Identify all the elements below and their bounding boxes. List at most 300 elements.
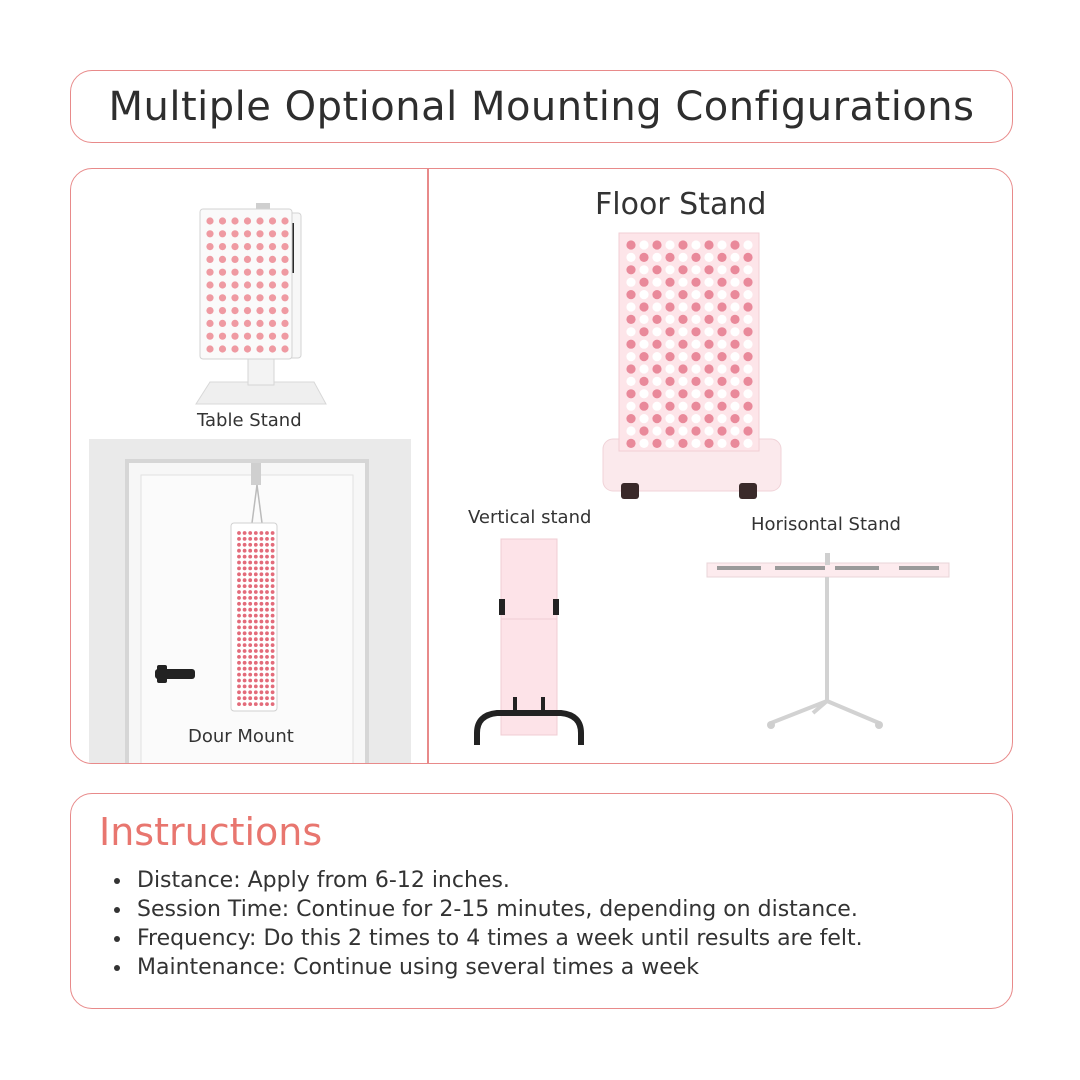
led-dot (281, 294, 288, 301)
led-dot (231, 294, 238, 301)
led-dot (652, 439, 661, 448)
led-dot (248, 596, 252, 600)
led-dot (248, 685, 252, 689)
led-dot (265, 643, 269, 647)
led-dot (678, 439, 687, 448)
led-dot (243, 661, 247, 665)
led-dot (244, 256, 251, 263)
floor-stand-caption: Floor Stand (595, 187, 767, 222)
led-dot (248, 549, 252, 553)
led-dot (281, 345, 288, 352)
led-dot (256, 269, 263, 276)
led-dot (254, 685, 258, 689)
led-dot (743, 278, 752, 287)
panel-divider (427, 169, 429, 764)
led-dot (243, 555, 247, 559)
led-dot (626, 377, 635, 386)
led-dot (652, 302, 661, 311)
led-dot (206, 281, 213, 288)
led-dot (219, 345, 226, 352)
led-dot (639, 265, 648, 274)
led-dot (652, 253, 661, 262)
led-dot (231, 345, 238, 352)
led-dot (265, 649, 269, 653)
led-dot (626, 352, 635, 361)
led-dot (243, 643, 247, 647)
instruction-item-frequency: • Frequency: Do this 2 times to 4 times a week until results are felt. (133, 924, 863, 953)
led-dot (260, 661, 264, 665)
led-dot (254, 679, 258, 683)
led-dot (269, 217, 276, 224)
led-dot (243, 637, 247, 641)
led-dot (260, 549, 264, 553)
led-dot (743, 340, 752, 349)
led-dot (639, 377, 648, 386)
led-dot (231, 320, 238, 327)
led-dot (730, 240, 739, 249)
led-dot (269, 320, 276, 327)
led-dot (237, 673, 241, 677)
led-dot (219, 269, 226, 276)
led-dot (691, 302, 700, 311)
led-dot (652, 352, 661, 361)
led-dot (678, 290, 687, 299)
led-dot (248, 690, 252, 694)
led-dot (243, 614, 247, 618)
led-dot (256, 307, 263, 314)
door-illustration (89, 439, 411, 764)
led-dot (237, 679, 241, 683)
led-dot (652, 315, 661, 324)
led-dot (626, 290, 635, 299)
led-dot (639, 364, 648, 373)
led-dot (271, 661, 275, 665)
led-dot (271, 584, 275, 588)
led-dot (248, 555, 252, 559)
led-dot (219, 307, 226, 314)
led-dot (254, 543, 258, 547)
led-dot (678, 302, 687, 311)
led-dot (704, 389, 713, 398)
led-dot (691, 315, 700, 324)
led-dot (271, 549, 275, 553)
led-dot (717, 290, 726, 299)
led-dot (271, 685, 275, 689)
led-dot (237, 578, 241, 582)
led-dot (704, 402, 713, 411)
led-dot (271, 696, 275, 700)
led-dot (237, 567, 241, 571)
led-dot (243, 667, 247, 671)
led-dot (265, 673, 269, 677)
configurations-panel (70, 168, 1013, 764)
led-dot (254, 561, 258, 565)
led-dot (269, 307, 276, 314)
led-dot (269, 269, 276, 276)
led-dot (237, 561, 241, 565)
led-dot (717, 253, 726, 262)
led-dot (243, 696, 247, 700)
led-dot (237, 549, 241, 553)
led-dot (237, 572, 241, 576)
led-dot (652, 414, 661, 423)
led-dot (243, 584, 247, 588)
led-dot (704, 302, 713, 311)
led-dot (730, 414, 739, 423)
led-dot (256, 333, 263, 340)
led-dot (652, 240, 661, 249)
led-dot (237, 590, 241, 594)
led-dot (704, 290, 713, 299)
led-dot (271, 561, 275, 565)
led-dot (704, 439, 713, 448)
led-dot (652, 278, 661, 287)
led-dot (237, 596, 241, 600)
led-dot (254, 702, 258, 706)
led-dot (665, 389, 674, 398)
led-dot (265, 631, 269, 635)
led-dot (691, 340, 700, 349)
led-dot (231, 333, 238, 340)
led-dot (743, 426, 752, 435)
led-dot (237, 531, 241, 535)
led-dot (256, 320, 263, 327)
led-dot (248, 667, 252, 671)
led-dot (730, 389, 739, 398)
led-dot (271, 608, 275, 612)
led-dot (271, 531, 275, 535)
led-dot (256, 345, 263, 352)
led-dot (743, 377, 752, 386)
led-dot (717, 278, 726, 287)
led-dot (639, 414, 648, 423)
led-dot (691, 352, 700, 361)
led-dot (691, 290, 700, 299)
led-dot (243, 631, 247, 635)
led-dot (244, 243, 251, 250)
led-dot (626, 302, 635, 311)
led-dot (626, 364, 635, 373)
led-dot (271, 614, 275, 618)
led-dot (271, 602, 275, 606)
led-dot (265, 584, 269, 588)
table-stand-caption: Table Stand (197, 410, 302, 431)
led-dot (260, 578, 264, 582)
led-dot (219, 281, 226, 288)
led-dot (691, 240, 700, 249)
led-dot (271, 555, 275, 559)
led-dot (243, 620, 247, 624)
table-stand-image (186, 199, 336, 409)
led-dot (219, 243, 226, 250)
led-dot (248, 679, 252, 683)
led-dot (248, 696, 252, 700)
led-dot (248, 561, 252, 565)
floor-stand-image (599, 229, 785, 504)
led-dot (248, 543, 252, 547)
led-dot (691, 439, 700, 448)
led-dot (665, 340, 674, 349)
led-dot (243, 655, 247, 659)
led-dot (665, 253, 674, 262)
led-dot (269, 333, 276, 340)
led-dot (271, 690, 275, 694)
led-dot (260, 584, 264, 588)
led-dot (265, 543, 269, 547)
led-dot (691, 402, 700, 411)
led-dot (219, 217, 226, 224)
led-dot (626, 389, 635, 398)
led-dot (704, 278, 713, 287)
led-dot (260, 696, 264, 700)
led-dot (231, 269, 238, 276)
led-dot (254, 631, 258, 635)
led-dot (678, 327, 687, 336)
led-dot (265, 667, 269, 671)
led-dot (260, 614, 264, 618)
vertical-stand-image (471, 537, 591, 757)
led-dot (254, 655, 258, 659)
led-dot (260, 561, 264, 565)
led-dot (269, 294, 276, 301)
door-mount-caption: Dour Mount (188, 726, 294, 747)
led-dot (244, 269, 251, 276)
led-dot (206, 269, 213, 276)
led-dot (219, 320, 226, 327)
led-dot (231, 281, 238, 288)
led-dot (260, 637, 264, 641)
led-dot (639, 278, 648, 287)
led-dot (265, 620, 269, 624)
led-dot (237, 608, 241, 612)
led-dot (665, 315, 674, 324)
led-dot (254, 567, 258, 571)
led-dot (254, 578, 258, 582)
led-dot (260, 537, 264, 541)
led-dot (639, 389, 648, 398)
led-dot (248, 531, 252, 535)
led-dot (206, 320, 213, 327)
led-dot (717, 265, 726, 274)
led-dot (237, 626, 241, 630)
led-dot (265, 614, 269, 618)
led-dot (254, 637, 258, 641)
led-dot (743, 265, 752, 274)
page-title: Multiple Optional Mounting Configurations (108, 83, 975, 130)
led-dot (704, 340, 713, 349)
led-dot (219, 230, 226, 237)
led-dot (730, 439, 739, 448)
led-dot (254, 537, 258, 541)
led-dot (665, 302, 674, 311)
led-dot (730, 377, 739, 386)
led-dot (237, 690, 241, 694)
horizontal-stand-image (703, 551, 953, 741)
led-dot (271, 543, 275, 547)
led-dot (626, 240, 635, 249)
led-dot (254, 549, 258, 553)
led-dot (244, 230, 251, 237)
led-dot (260, 673, 264, 677)
led-dot (260, 702, 264, 706)
led-dot (260, 631, 264, 635)
led-dot (265, 537, 269, 541)
led-dot (717, 402, 726, 411)
instructions-panel (70, 793, 1013, 1009)
led-dot (243, 596, 247, 600)
led-dot (260, 531, 264, 535)
led-dot (717, 327, 726, 336)
led-dot (256, 217, 263, 224)
led-dot (691, 278, 700, 287)
led-dot (237, 584, 241, 588)
led-dot (243, 537, 247, 541)
led-dot (231, 256, 238, 263)
led-dot (678, 402, 687, 411)
instruction-item-maintenance: • Maintenance: Continue using several times a week (133, 953, 863, 982)
led-dot (248, 567, 252, 571)
led-dot (243, 543, 247, 547)
led-dot (254, 661, 258, 665)
led-dot (237, 667, 241, 671)
led-dot (639, 302, 648, 311)
led-dot (704, 364, 713, 373)
led-dot (678, 315, 687, 324)
led-dot (678, 426, 687, 435)
led-dot (206, 294, 213, 301)
led-dot (256, 243, 263, 250)
led-dot (269, 256, 276, 263)
led-dot (248, 584, 252, 588)
led-dot (626, 327, 635, 336)
led-dot (244, 281, 251, 288)
led-dot (717, 377, 726, 386)
led-dot (743, 364, 752, 373)
led-dot (691, 265, 700, 274)
led-dot (219, 294, 226, 301)
led-dot (260, 567, 264, 571)
led-dot (237, 685, 241, 689)
led-dot (244, 333, 251, 340)
led-dot (254, 643, 258, 647)
led-dot (717, 315, 726, 324)
led-dot (265, 561, 269, 565)
led-dot (248, 602, 252, 606)
led-dot (237, 620, 241, 624)
led-dot (639, 240, 648, 249)
led-dot (243, 608, 247, 612)
led-dot (243, 649, 247, 653)
led-dot (243, 602, 247, 606)
led-dot (271, 673, 275, 677)
led-dot (704, 327, 713, 336)
led-dot (254, 590, 258, 594)
led-dot (717, 426, 726, 435)
led-dot (665, 364, 674, 373)
led-dot (639, 315, 648, 324)
led-dot (237, 702, 241, 706)
led-dot (260, 685, 264, 689)
led-dot (639, 340, 648, 349)
led-dot (248, 537, 252, 541)
led-dot (743, 352, 752, 361)
led-dot (665, 240, 674, 249)
led-dot (717, 352, 726, 361)
led-dot (243, 702, 247, 706)
led-dot (254, 608, 258, 612)
led-dot (260, 643, 264, 647)
led-dot (231, 217, 238, 224)
led-dot (237, 649, 241, 653)
led-dot (678, 352, 687, 361)
led-dot (730, 327, 739, 336)
led-dot (256, 230, 263, 237)
led-dot (626, 265, 635, 274)
led-dot (237, 661, 241, 665)
led-dot (271, 649, 275, 653)
led-dot (206, 307, 213, 314)
led-dot (652, 377, 661, 386)
led-dot (271, 537, 275, 541)
led-dot (265, 555, 269, 559)
led-dot (271, 578, 275, 582)
led-dot (260, 655, 264, 659)
led-dot (281, 256, 288, 263)
led-dot (231, 243, 238, 250)
led-dot (652, 265, 661, 274)
led-dot (271, 596, 275, 600)
led-dot (248, 572, 252, 576)
led-dot (244, 320, 251, 327)
led-dot (678, 278, 687, 287)
led-dot (248, 590, 252, 594)
led-dot (717, 414, 726, 423)
led-dot (665, 290, 674, 299)
led-dot (260, 679, 264, 683)
led-dot (691, 364, 700, 373)
led-dot (254, 667, 258, 671)
led-dot (743, 414, 752, 423)
led-dot (265, 637, 269, 641)
led-dot (271, 679, 275, 683)
led-dot (243, 578, 247, 582)
led-dot (281, 230, 288, 237)
led-dot (665, 352, 674, 361)
led-dot (639, 439, 648, 448)
led-dot (206, 345, 213, 352)
led-dot (652, 389, 661, 398)
led-dot (665, 265, 674, 274)
led-dot (254, 602, 258, 606)
led-dot (260, 596, 264, 600)
led-dot (652, 290, 661, 299)
led-dot (704, 240, 713, 249)
led-dot (265, 685, 269, 689)
led-dot (248, 637, 252, 641)
led-dot (254, 649, 258, 653)
led-dot (678, 240, 687, 249)
led-dot (260, 608, 264, 612)
led-dot (243, 673, 247, 677)
vertical-stand-caption: Vertical stand (468, 507, 592, 528)
led-dot (269, 345, 276, 352)
led-dot (265, 702, 269, 706)
led-dot (243, 531, 247, 535)
led-dot (281, 320, 288, 327)
led-dot (243, 549, 247, 553)
led-dot (691, 377, 700, 386)
led-dot (281, 217, 288, 224)
